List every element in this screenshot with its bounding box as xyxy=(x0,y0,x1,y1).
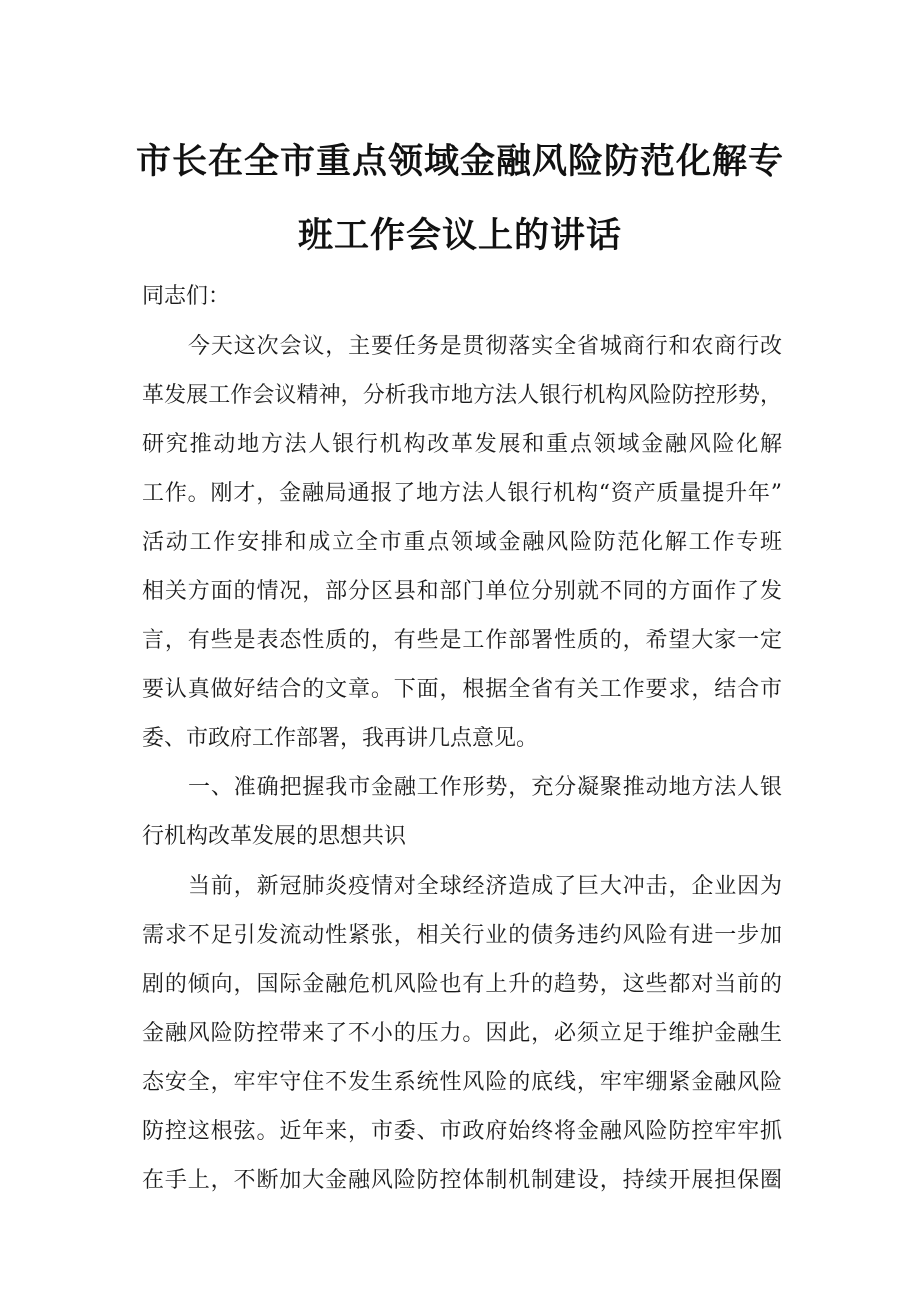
document-title-line-1: 市长在全市重点领域金融风险防范化解专 xyxy=(135,142,784,182)
paragraph-line: 要认真做好结合的文章。下面，根据全省有关工作要求，结合市 xyxy=(142,677,782,702)
paragraph-line: 态安全，牢牢守住不发生系统性风险的底线，牢牢绷紧金融风险 xyxy=(142,1070,782,1095)
paragraph-line: 活动工作安排和成立全市重点领域金融风险防范化解工作专班 xyxy=(142,530,782,555)
paragraph-line: 金融风险防控带来了不小的压力。因此，必须立足于维护金融生 xyxy=(142,1021,782,1046)
salutation: 同志们： xyxy=(142,284,231,309)
paragraph-line: 在手上，不断加大金融风险防控体制机制建设，持续开展担保圈 xyxy=(142,1168,782,1193)
paragraph-line: 今天这次会议，主要任务是贯彻落实全省城商行和农商行改 xyxy=(188,334,782,359)
paragraph-line: 防控这根弦。近年来，市委、市政府始终将金融风险防控牢牢抓 xyxy=(142,1119,782,1144)
paragraph-line: 言，有些是表态性质的，有些是工作部署性质的，希望大家一定 xyxy=(142,628,782,653)
paragraph-line: 需求不足引发流动性紧张，相关行业的债务违约风险有进一步加 xyxy=(142,923,782,948)
section-heading-line: 行机构改革发展的思想共识 xyxy=(142,824,407,849)
document-title-line-2: 班工作会议上的讲话 xyxy=(297,216,622,256)
paragraph-line: 委、市政府工作部署，我再讲几点意见。 xyxy=(142,726,539,751)
section-heading-line: 一、准确把握我市金融工作形势，充分凝聚推动地方法人银 xyxy=(188,775,782,800)
paragraph-line: 剧的倾向，国际金融危机风险也有上升的趋势，这些都对当前的 xyxy=(142,972,782,997)
paragraph-line: 工作。刚才，金融局通报了地方法人银行机构“资产质量提升年” xyxy=(142,481,782,506)
paragraph-line: 革发展工作会议精神，分析我市地方法人银行机构风险防控形势， xyxy=(142,383,782,408)
paragraph-line: 研究推动地方法人银行机构改革发展和重点领域金融风险化解 xyxy=(142,432,782,457)
paragraph-line: 当前，新冠肺炎疫情对全球经济造成了巨大冲击，企业因为 xyxy=(188,874,782,899)
paragraph-line: 相关方面的情况，部分区县和部门单位分别就不同的方面作了发 xyxy=(142,579,782,604)
